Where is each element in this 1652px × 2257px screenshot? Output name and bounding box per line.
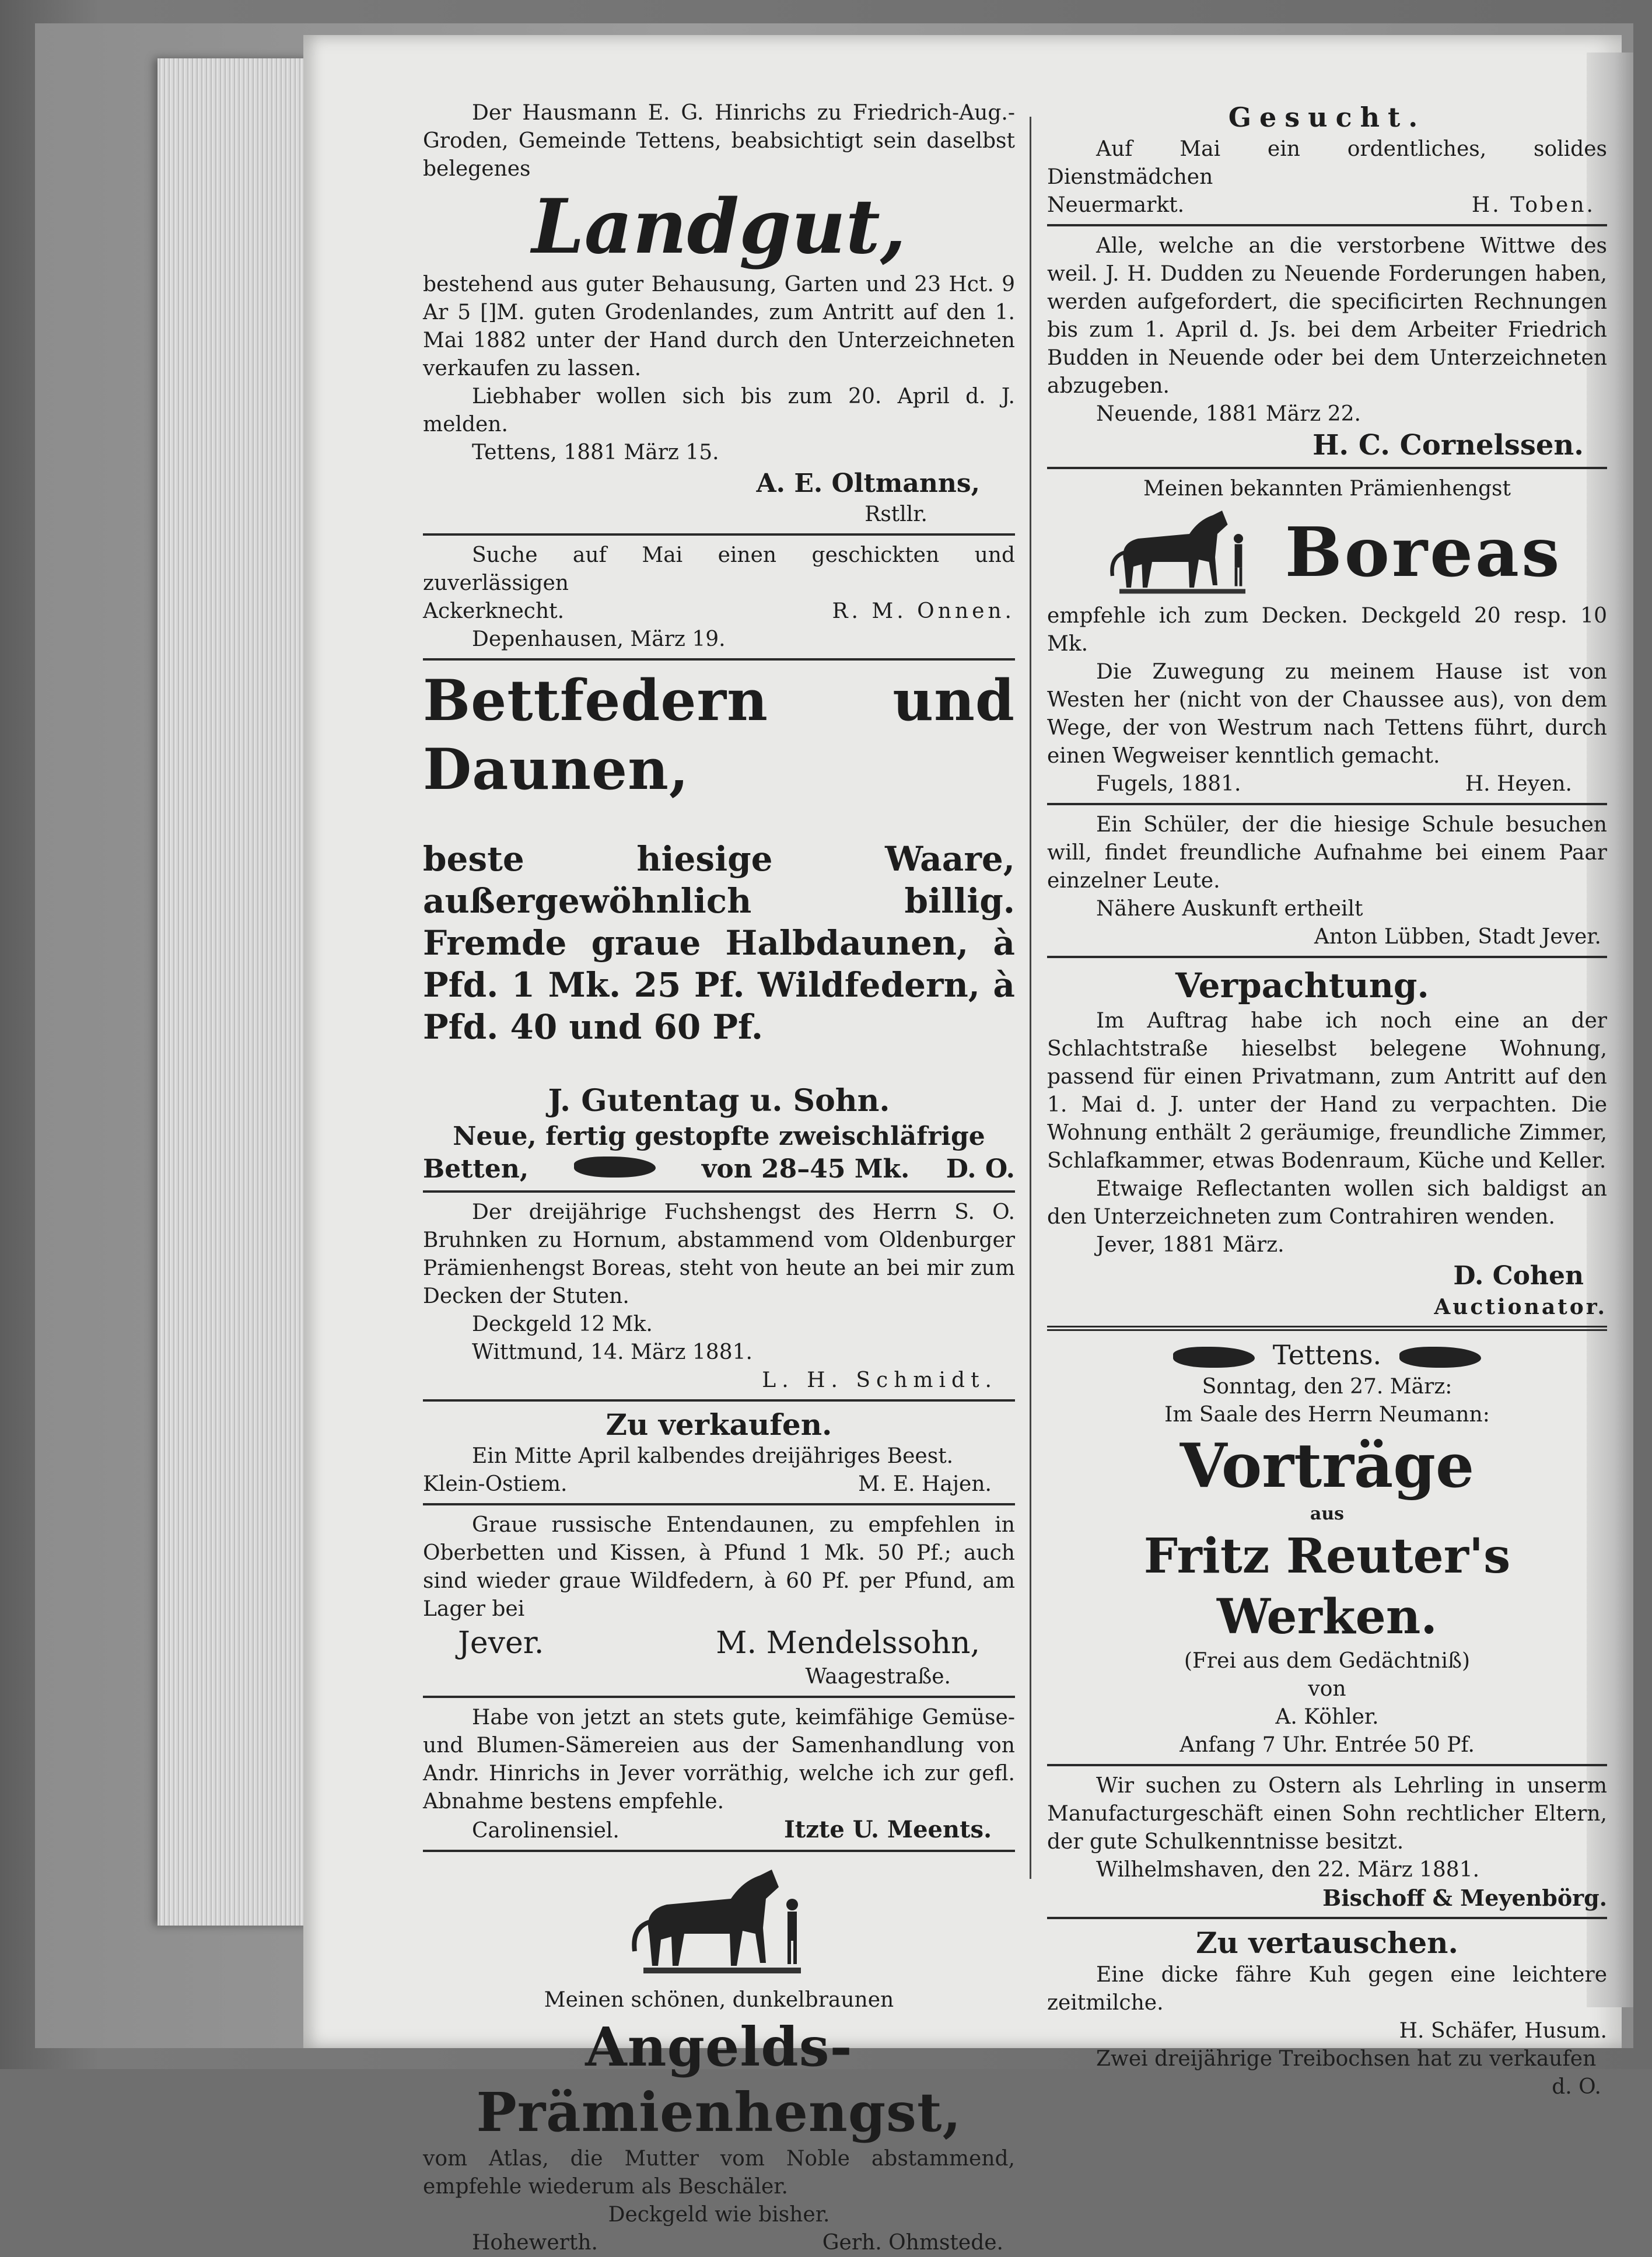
auskunft-text: Nähere Auskunft ertheilt <box>1096 897 1363 921</box>
boreas-banner <box>1047 503 1607 602</box>
aus-label: aus <box>1310 1504 1345 1524</box>
gesucht-text: Auf Mai ein ordentliches, solides Dienstmädchen <box>1047 137 1607 189</box>
verpachtung-text: Im Auftrag habe ich noch eine an der Schlachtstraße hieselbst belegene Wohnung, passend für einen Privatmann, zum Antritt auf den 1. Mai d. J. unter der Hand zu verpachten. Die Wohnung enthält 2 geräumige, freundliche Zimmer, Schlafkammer, etwas Bodenraum, Küche und Keller. <box>1047 1009 1607 1173</box>
gutentag-signature: J. Gutentag u. Sohn. <box>548 1083 890 1119</box>
pointing-hand-right-icon <box>1399 1347 1481 1368</box>
neuermarkt-label: Neuermarkt. <box>1047 193 1185 217</box>
separator-rule <box>423 1190 1015 1193</box>
deckgeld-bisher: Deckgeld wie bisher. <box>608 2203 830 2227</box>
betten-line2 <box>423 1153 1015 1186</box>
boreas-intro: Meinen bekannten Prämienhengst <box>1143 477 1511 501</box>
heyen-signature: H. Heyen. <box>1465 772 1572 796</box>
separator-rule <box>1047 803 1607 805</box>
ad-bettfedern <box>423 666 1015 1186</box>
anfang-line: Anfang 7 Uhr. Entrée 50 Pf. <box>1180 1733 1475 1757</box>
ad-dudden <box>1047 232 1607 462</box>
ackerknecht-row <box>423 598 1015 626</box>
vortraege-title: Vorträge <box>1180 1430 1475 1501</box>
onnen-signature: R. M. Onnen. <box>832 599 1015 623</box>
schmidt-signature: L. H. Schmidt. <box>762 1368 998 1392</box>
hausmann-text: Der Hausmann E. G. Hinrichs zu Friedrich-Aug.-Groden, Gemeinde Tettens, beabsichtigt sein daselbst belegenes <box>423 101 1015 181</box>
auctionator-label: Auctionator. <box>1434 1295 1607 1319</box>
ad-vortraege <box>1047 1337 1607 1759</box>
kuh-text: Eine dicke fähre Kuh gegen eine leichtere zeitmilche. <box>1047 1963 1607 2015</box>
mendelssohn-signature: M. Mendelssohn, <box>716 1626 980 1661</box>
schaefer-signature: H. Schäfer, Husum. <box>1399 2019 1607 2043</box>
ad-saemereien <box>423 1704 1015 1845</box>
separator-rule <box>1047 467 1607 469</box>
suche-text: Suche auf Mai einen geschickten und zuverlässigen <box>423 543 1015 595</box>
ad-angelds-praemienhengst <box>423 1858 1015 2257</box>
separator-rule <box>1047 1917 1607 1919</box>
oltmanns-title: Rstllr. <box>864 502 928 526</box>
right-column <box>1047 99 1607 2101</box>
ad-ackerknecht <box>423 541 1015 654</box>
landgut-title: Landgut, <box>531 183 907 271</box>
wittmund-date: Wittmund, 14. März 1881. <box>472 1340 752 1364</box>
betten-signature: D. O. <box>946 1154 1015 1184</box>
toben-row <box>1047 191 1607 219</box>
angelds-title: Angelds-Prämienhengst, <box>476 2015 962 2144</box>
horse-with-groom-icon <box>626 1864 813 1980</box>
horse-illustration <box>423 1858 1015 1986</box>
separator-rule <box>423 1850 1015 1852</box>
meents-row <box>423 1816 1015 1845</box>
dudden-text: Alle, welche an die verstorbene Wittwe des weil. J. H. Dudden zu Neuende Forderungen haben, werden aufgefordert, die specificirten Rechnungen bis zum 1. April d. Js. bei dem Arbeiter Friedrich Budden in Neuende oder bei dem Unterzeichneten abzugeben. <box>1047 234 1607 398</box>
separator-rule <box>423 658 1015 661</box>
bettfedern-text: beste hiesige Waare, außergewöhnlich billig. Fremde graue Halbdaunen, à Pfd. 1 Mk. 25 Pf. Wildfedern, à Pfd. 40 und 60 Pf. <box>423 839 1015 1047</box>
ad-landgut <box>423 99 1015 529</box>
cornelssen-signature: H. C. Cornelssen. <box>1312 429 1584 462</box>
hajen-signature: M. E. Hajen. <box>858 1472 992 1496</box>
luebben-signature: Anton Lübben, Stadt Jever. <box>1314 925 1601 949</box>
beest-text: Ein Mitte April kalbendes dreijähriges Beest. <box>472 1444 954 1468</box>
koehler-name: A. Köhler. <box>1275 1705 1379 1729</box>
schueler-text: Ein Schüler, der die hiesige Schule besuchen will, findet freundliche Aufnahme bei einem Paar einzelner Leute. <box>1047 813 1607 893</box>
mendelssohn-row <box>423 1623 1015 1663</box>
ad-schueler <box>1047 811 1607 951</box>
ackerknecht-label: Ackerknecht. <box>423 599 565 623</box>
hohewerth-label: Hohewerth. <box>472 2231 598 2255</box>
betten-label: Betten, <box>423 1154 529 1184</box>
neuende-date: Neuende, 1881 März 22. <box>1096 402 1361 426</box>
verpachtung-title: Verpachtung. <box>1175 966 1429 1005</box>
sonntag-line: Sonntag, den 27. März: <box>1202 1375 1452 1399</box>
heyen-row <box>1047 770 1607 798</box>
pointing-hand-icon <box>574 1157 656 1178</box>
horse-with-groom-icon <box>1093 506 1268 599</box>
deckgeld-12: Deckgeld 12 Mk. <box>472 1312 653 1336</box>
fuchs-text: Der dreijährige Fuchshengst des Herrn S. O. Bruhnken zu Hornum, abstammend vom Oldenburger Prämienhengst Boreas, steht von heute an bei mir zum Decken der Stuten. <box>423 1200 1015 1308</box>
toben-signature: H. Toben. <box>1471 193 1595 217</box>
depenhausen-date: Depenhausen, März 19. <box>472 627 726 651</box>
ad-gesucht <box>1047 99 1607 219</box>
klein-ostiem-row <box>423 1470 1015 1498</box>
separator-rule <box>423 1399 1015 1402</box>
vertauschen-title: Zu vertauschen. <box>1196 1926 1458 1960</box>
tettens-head: Tettens. <box>1272 1339 1382 1371</box>
ad-lehrling <box>1047 1772 1607 1912</box>
frei-line: (Frei aus dem Gedächtniß) <box>1184 1649 1471 1673</box>
boreas-text: empfehle ich zum Decken. Deckgeld 20 resp. 10 Mk. <box>1047 604 1607 656</box>
saemereien-text: Habe von jetzt an stets gute, keimfähige Gemüse- und Blumen-Sämereien aus der Samenhandlung von Andr. Hinrichs in Jever vorräthig, welche ich zur gefl. Abnahme bestens empfehle. <box>423 1706 1015 1814</box>
double-separator-rule <box>1047 1326 1607 1331</box>
separator-rule <box>423 533 1015 536</box>
ohmstede-row <box>423 2229 1015 2257</box>
reflectanten-text: Etwaige Reflectanten wollen sich baldigst an den Unterzeichneten zum Contrahiren wenden. <box>1047 1177 1607 1229</box>
ohmstede-signature: Gerh. Ohmstede. <box>822 2231 1003 2255</box>
bischoff-signature: Bischoff & Meyenbörg. <box>1322 1885 1607 1911</box>
liebhaber-text: Liebhaber wollen sich bis zum 20. April d. J. melden. <box>423 385 1015 436</box>
separator-rule <box>1047 1764 1607 1766</box>
betten-line1: Neue, fertig gestopfte zweischläfrige <box>453 1121 985 1151</box>
saale-line: Im Saale des Herrn Neumann: <box>1164 1403 1490 1427</box>
waagestrasse-label: Waagestraße. <box>805 1665 951 1689</box>
boreas-title: Boreas <box>1284 513 1562 592</box>
meents-signature: Itzte U. Meents. <box>784 1816 992 1843</box>
jever-date: Jever, 1881 März. <box>1096 1233 1284 1257</box>
tettens-date: Tettens, 1881 März 15. <box>472 441 719 464</box>
ad-boreas <box>1047 475 1607 798</box>
von-label: von <box>1308 1677 1346 1701</box>
ad-fuchshengst <box>423 1199 1015 1395</box>
betten-price: von 28–45 Mk. <box>701 1154 910 1184</box>
angelds-text: vom Atlas, die Mutter vom Noble abstammend, empfehle wiederum als Beschäler. <box>423 2147 1015 2199</box>
separator-rule <box>423 1696 1015 1698</box>
gesucht-title: Gesucht. <box>1228 102 1426 133</box>
oltmanns-name: A. E. Oltmanns, <box>756 469 980 498</box>
separator-rule <box>1047 224 1607 226</box>
carolinensiel-label: Carolinensiel. <box>472 1819 620 1843</box>
fugels-label: Fugels, 1881. <box>1096 772 1241 796</box>
meinen-schoenen: Meinen schönen, dunkelbraunen <box>544 1988 894 2012</box>
ad-vertauschen <box>1047 1925 1607 2101</box>
jever-label: Jever. <box>458 1626 544 1661</box>
column-divider <box>1030 117 1031 1879</box>
klein-ostiem-label: Klein-Ostiem. <box>423 1472 568 1496</box>
ad-zu-verkaufen <box>423 1407 1015 1498</box>
treibochsen-signature: d. O. <box>1552 2075 1601 2099</box>
separator-rule <box>423 1503 1015 1505</box>
zu-verkaufen-title: Zu verkaufen. <box>606 1407 832 1442</box>
pointing-hand-left-icon <box>1173 1347 1255 1368</box>
treibochsen-text: Zwei dreijährige Treibochsen hat zu verkaufen <box>1096 2047 1597 2071</box>
fritz-reuter-title: Fritz Reuter's Werken. <box>1143 1528 1511 1645</box>
separator-rule <box>1047 956 1607 958</box>
tettens-head-row <box>1047 1337 1607 1373</box>
ad-verpachtung <box>1047 964 1607 1321</box>
left-column <box>423 99 1015 2257</box>
ad-entendaunen <box>423 1511 1015 1691</box>
zuwegung-text: Die Zuwegung zu meinem Hause ist von Westen her (nicht von der Chaussee aus), von dem Wege, der von Westrum nach Tettens führt, durch einen Wegweiser kenntlich gemacht. <box>1047 660 1607 768</box>
entendaunen-text: Graue russische Entendaunen, zu empfehlen in Oberbetten und Kissen, à Pfund 1 Mk. 50 Pf.; auch sind wieder graue Wildfedern, à 60 Pf. per Pfund, am Lager bei <box>423 1513 1015 1621</box>
cohen-signature: D. Cohen <box>1453 1261 1584 1291</box>
bettfedern-title: Bettfedern und Daunen, <box>423 668 1015 802</box>
landgut-text: bestehend aus guter Behausung, Garten und 23 Hct. 9 Ar 5 []M. guten Grodenlandes, zum Antritt auf den 1. Mai 1882 unter der Hand durch den Unterzeichneten verkaufen zu lassen. <box>423 272 1015 380</box>
wilhelmshaven-date: Wilhelmshaven, den 22. März 1881. <box>1096 1858 1480 1882</box>
lehrling-text: Wir suchen zu Ostern als Lehrling in unserm Manufacturgeschäft einen Sohn rechtlicher Eltern, der gute Schulkenntnisse besitzt. <box>1047 1774 1607 1854</box>
